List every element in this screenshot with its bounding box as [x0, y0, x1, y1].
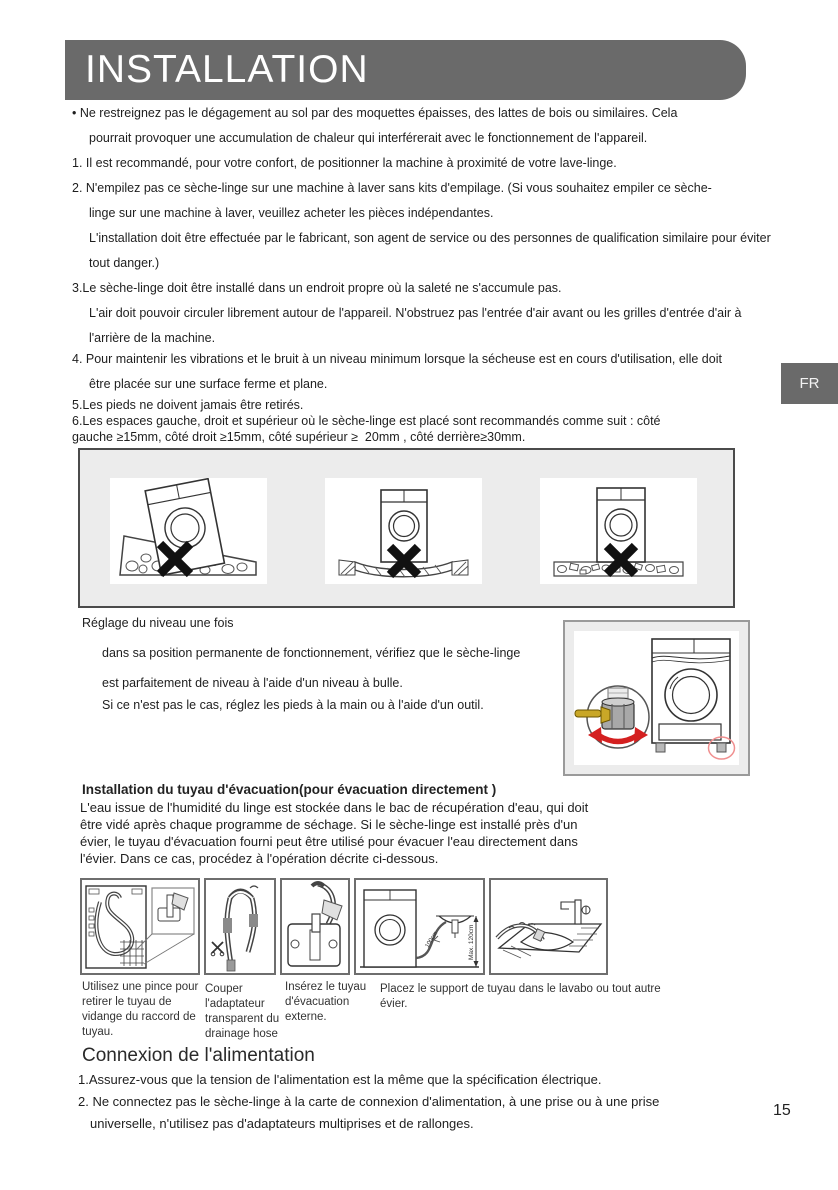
section-banner	[65, 40, 746, 100]
max-height-label: Max. 120cm	[468, 924, 475, 960]
text-line: gauche ≥15mm, côté droit ≥15mm, côté supérieur ≥ 20mm , côté derrière≥30mm.	[72, 430, 526, 444]
hose-to-sink-illustration	[354, 878, 485, 975]
text-line: dans sa position permanente de fonctionnement, vérifiez que le sèche-linge	[102, 646, 521, 660]
drain-section-heading: Installation du tuyau d'évacuation(pour évacuation directement )	[82, 782, 497, 797]
text-line: pourrait provoquer une accumulation de chaleur qui interférerait avec le fonctionnement de l'appareil.	[89, 131, 648, 145]
text-line: 5.Les pieds ne doivent jamais être retirés.	[72, 398, 304, 412]
dryer-tilted-on-gravel-illustration	[110, 478, 267, 584]
text-line: l'arrière de la machine.	[89, 331, 216, 345]
cut-adapter-illustration	[204, 878, 276, 975]
installation-notes	[72, 106, 772, 455]
insert-hose-illustration	[280, 878, 350, 975]
text-line: L'installation doit être effectuée par le fabricant, son agent de service ou des personnes de qualification similaire pour éviter	[89, 231, 771, 245]
step-caption: Placez le support de tuyau dans le lavabo ou tout autre évier.	[380, 983, 661, 1010]
leveling-instructions	[82, 616, 562, 728]
text-line: 4. Pour maintenir les vibrations et le bruit à un niveau minimum lorsque la sécheuse est en cours d'utilisation, elle doit	[72, 352, 722, 366]
power-section-heading: Connexion de l'alimentation	[82, 1045, 315, 1066]
text-line: 6.Les espaces gauche, droit et supérieur où le sèche-linge est placé sont recommandés comme suit : côté	[72, 414, 661, 428]
cut-here-x-icon	[212, 942, 223, 953]
text-line: universelle, n'utilisez pas d'adaptateurs multiprises et de rallonges.	[90, 1116, 474, 1131]
text-line: être placée sur une surface ferme et plane.	[89, 377, 328, 391]
language-tab: FR	[781, 363, 838, 404]
text-line: évier, le tuyau d'évacuation fourni peut être utilisé pour évacuer l'eau directement dans	[80, 834, 578, 849]
text-line: L'eau issue de l'humidité du linge est stockée dans le bac de récupération d'eau, qui doit	[80, 800, 589, 815]
text-line: 1. Il est recommandé, pour votre confort, de positionner la machine à proximité de votre lave-linge.	[72, 156, 617, 170]
text-line: est parfaitement de niveau à l'aide d'un niveau à bulle.	[102, 676, 403, 690]
drain-hose-steps	[80, 878, 608, 975]
text-line: linge sur une machine à laver, veuillez acheter les pièces indépendantes.	[89, 206, 494, 220]
remove-drain-hose-illustration	[80, 878, 200, 975]
foot-adjustment-illustration	[563, 620, 750, 776]
step-caption: Insérez le tuyau d'évacuation externe.	[285, 981, 367, 1023]
text-line: l'évier. Dans ce cas, procédez à l'opération décrite ci-dessous.	[80, 851, 439, 866]
step-caption: Couper l'adaptateur transparent du drainage hose	[205, 983, 280, 1040]
text-line: tout danger.)	[89, 256, 160, 270]
text-line: 1.Assurez-vous que la tension de l'alimentation est la même que la spécification électrique.	[78, 1072, 602, 1087]
hose-length-label: 100cm	[424, 930, 440, 950]
page-number: 15	[773, 1102, 791, 1119]
text-line: 3.Le sèche-linge doit être installé dans un endroit propre où la saleté ne s'accumule pas.	[72, 281, 562, 295]
dryer-on-rubble-illustration	[540, 478, 697, 584]
text-line: L'air doit pouvoir circuler librement autour de l'appareil. N'obstruez pas l'entrée d'air avant ou les grilles d'entrée d'air à	[89, 306, 742, 320]
text-line: • Ne restreignez pas le dégagement au sol par des moquettes épaisses, des lattes de bois ou similaires. Cela	[72, 106, 678, 120]
text-line: 2. N'empilez pas ce sèche-linge sur une machine à laver sans kits d'empilage. (Si vous souhaitez empiler ce sèche-	[72, 181, 712, 195]
text-line: 2. Ne connectez pas le sèche-linge à la carte de connexion d'alimentation, à une prise ou à une prise	[78, 1094, 660, 1109]
section-title: INSTALLATION	[85, 48, 369, 91]
text-line: Réglage du niveau une fois	[82, 616, 234, 630]
power-section-text	[78, 1073, 778, 1139]
improper-floor-illustrations	[78, 448, 735, 608]
dryer-on-sagging-floor-illustration	[325, 478, 482, 584]
step-caption: Utilisez une pince pour retirer le tuyau de vidange du raccord de tuyau.	[82, 981, 199, 1038]
text-line: être vidé après chaque programme de séchage. Si le sèche-linge est installé près d'un	[80, 817, 578, 832]
drain-section-text	[80, 801, 640, 869]
text-line: Si ce n'est pas le cas, réglez les pieds à la main ou à l'aide d'un outil.	[102, 698, 484, 712]
hose-support-in-sink-illustration	[489, 878, 608, 975]
